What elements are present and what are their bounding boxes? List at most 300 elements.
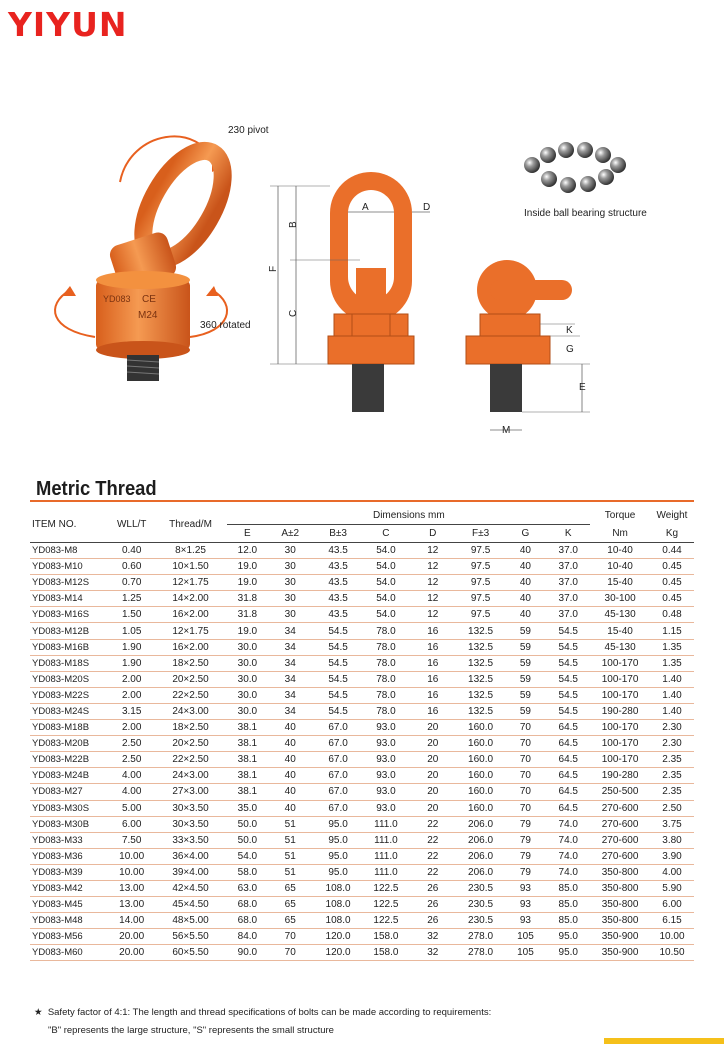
table-row [30, 671, 694, 687]
table-cell: 12 [409, 607, 457, 623]
table-cell: 26 [409, 913, 457, 929]
table-cell: 70 [505, 768, 547, 784]
table-cell: 206.0 [457, 832, 505, 848]
table-cell: 6.15 [650, 913, 694, 929]
table-cell: 30.0 [227, 671, 267, 687]
table-cell: 30 [267, 591, 313, 607]
table-cell: 78.0 [363, 639, 409, 655]
table-cell: 37.0 [546, 591, 590, 607]
table-cell: 26 [409, 897, 457, 913]
table-cell: 1.90 [110, 639, 154, 655]
table-cell: 40 [267, 800, 313, 816]
table-cell: 16 [409, 687, 457, 703]
table-cell: 40 [267, 736, 313, 752]
table-cell: 64.5 [546, 784, 590, 800]
header-dimensions: Dimensions mm [227, 507, 590, 525]
table-cell: 38.1 [227, 752, 267, 768]
table-cell: 70 [267, 929, 313, 945]
table-cell: 64.5 [546, 752, 590, 768]
table-cell: 3.15 [110, 703, 154, 719]
table-cell: 3.90 [650, 848, 694, 864]
table-cell: 67.0 [313, 752, 363, 768]
table-cell: 12×1.75 [154, 575, 228, 591]
table-cell: 34 [267, 623, 313, 639]
table-cell: 70 [267, 945, 313, 961]
table-cell: 85.0 [546, 913, 590, 929]
table-cell: 59 [505, 703, 547, 719]
table-cell: 4.00 [650, 864, 694, 880]
table-row [30, 720, 694, 736]
table-cell: YD083-M14 [30, 591, 110, 607]
table-cell: 43.5 [313, 607, 363, 623]
table-cell: 2.50 [110, 752, 154, 768]
table-cell: 230.5 [457, 880, 505, 896]
table-cell: 79 [505, 832, 547, 848]
table-cell: 54.5 [313, 703, 363, 719]
corner-accent [604, 1038, 724, 1044]
table-cell: 70 [505, 736, 547, 752]
side-view-drawing [466, 260, 590, 436]
table-cell: 85.0 [546, 880, 590, 896]
table-cell: 30 [267, 607, 313, 623]
table-cell: 40 [267, 784, 313, 800]
table-cell: 65 [267, 913, 313, 929]
table-cell: 6.00 [650, 897, 694, 913]
table-cell: YD083-M18B [30, 720, 110, 736]
table-cell: 18×2.50 [154, 720, 228, 736]
table-cell: 190-280 [590, 703, 650, 719]
table-cell: 79 [505, 864, 547, 880]
table-cell: 22 [409, 864, 457, 880]
table-cell: 10.00 [650, 929, 694, 945]
table-cell: 20 [409, 720, 457, 736]
product-diagram [0, 100, 724, 460]
table-cell: 58.0 [227, 864, 267, 880]
header-dim-g: G [505, 525, 547, 543]
table-cell: 54.5 [313, 623, 363, 639]
table-cell: 16 [409, 623, 457, 639]
table-cell: 158.0 [363, 945, 409, 961]
table-cell: 16×2.00 [154, 607, 228, 623]
table-cell: 70 [505, 720, 547, 736]
table-cell: 350-900 [590, 929, 650, 945]
table-cell: 270-600 [590, 848, 650, 864]
table-cell: 13.00 [110, 897, 154, 913]
table-cell: 95.0 [313, 864, 363, 880]
table-cell: 95.0 [546, 929, 590, 945]
table-cell: 40 [267, 720, 313, 736]
table-cell: YD083-M20S [30, 671, 110, 687]
table-cell: 67.0 [313, 800, 363, 816]
table-cell: 19.0 [227, 575, 267, 591]
table-cell: 12 [409, 559, 457, 575]
table-cell: 111.0 [363, 864, 409, 880]
table-cell: 2.00 [110, 687, 154, 703]
table-cell: 56×5.50 [154, 929, 228, 945]
table-cell: 278.0 [457, 929, 505, 945]
table-cell: 15-40 [590, 575, 650, 591]
table-cell: 38.1 [227, 720, 267, 736]
table-cell: 2.00 [110, 671, 154, 687]
table-cell: YD083-M48 [30, 913, 110, 929]
header-wll: WLL/T [110, 507, 154, 543]
table-cell: 160.0 [457, 800, 505, 816]
table-cell: 0.48 [650, 607, 694, 623]
table-cell: 30×3.50 [154, 800, 228, 816]
table-cell: 0.44 [650, 543, 694, 559]
table-row [30, 687, 694, 703]
table-cell: 1.50 [110, 607, 154, 623]
table-cell: 64.5 [546, 768, 590, 784]
table-cell: 78.0 [363, 687, 409, 703]
table-cell: 2.35 [650, 752, 694, 768]
table-cell: 5.00 [110, 800, 154, 816]
table-cell: 24×3.00 [154, 768, 228, 784]
table-cell: 34 [267, 703, 313, 719]
table-cell: 51 [267, 848, 313, 864]
table-cell: YD083-M10 [30, 559, 110, 575]
table-cell: 350-800 [590, 880, 650, 896]
header-thread: Thread/M [154, 507, 228, 543]
table-cell: 51 [267, 816, 313, 832]
table-cell: 16 [409, 671, 457, 687]
table-cell: 108.0 [313, 897, 363, 913]
table-cell: 97.5 [457, 607, 505, 623]
table-cell: 36×4.00 [154, 848, 228, 864]
table-cell: 51 [267, 864, 313, 880]
table-cell: 50.0 [227, 832, 267, 848]
table-cell: 34 [267, 671, 313, 687]
table-cell: 43.5 [313, 575, 363, 591]
table-cell: 54.5 [546, 639, 590, 655]
table-cell: 12 [409, 575, 457, 591]
table-cell: 54.0 [363, 543, 409, 559]
table-row [30, 559, 694, 575]
table-cell: 40 [267, 768, 313, 784]
table-cell: 32 [409, 929, 457, 945]
table-cell: 30.0 [227, 655, 267, 671]
table-cell: 12 [409, 591, 457, 607]
table-cell: 95.0 [313, 816, 363, 832]
table-cell: 6.00 [110, 816, 154, 832]
table-cell: 95.0 [313, 832, 363, 848]
table-cell: 33×3.50 [154, 832, 228, 848]
table-cell: 20 [409, 736, 457, 752]
table-row [30, 784, 694, 800]
table-cell: 93 [505, 880, 547, 896]
table-cell: 14.00 [110, 913, 154, 929]
header-weight-unit: Kg [650, 525, 694, 543]
table-cell: YD083-M36 [30, 848, 110, 864]
table-cell: 79 [505, 848, 547, 864]
table-cell: 43.5 [313, 543, 363, 559]
table-row [30, 768, 694, 784]
table-cell: 20 [409, 800, 457, 816]
table-cell: 68.0 [227, 913, 267, 929]
size-mark: M24 [138, 310, 158, 321]
table-cell: 37.0 [546, 543, 590, 559]
table-cell: 270-600 [590, 800, 650, 816]
table-cell: 350-800 [590, 913, 650, 929]
table-cell: 120.0 [313, 929, 363, 945]
table-cell: 30.0 [227, 639, 267, 655]
table-cell: 60×5.50 [154, 945, 228, 961]
table-cell: YD083-M24B [30, 768, 110, 784]
table-cell: YD083-M24S [30, 703, 110, 719]
table-cell: 54.5 [313, 687, 363, 703]
table-row [30, 575, 694, 591]
table-cell: 132.5 [457, 655, 505, 671]
table-cell: 18×2.50 [154, 655, 228, 671]
table-cell: 54.5 [546, 623, 590, 639]
table-cell: 20.00 [110, 945, 154, 961]
table-cell: 93.0 [363, 752, 409, 768]
table-cell: 78.0 [363, 623, 409, 639]
star-icon: ★ [34, 1007, 43, 1018]
table-row [30, 607, 694, 623]
table-cell: 10.50 [650, 945, 694, 961]
table-cell: 48×5.00 [154, 913, 228, 929]
table-cell: 93 [505, 897, 547, 913]
dim-label-d: D [423, 202, 431, 213]
table-cell: 22 [409, 816, 457, 832]
table-cell: 1.15 [650, 623, 694, 639]
table-cell: 20×2.50 [154, 736, 228, 752]
table-cell: 132.5 [457, 639, 505, 655]
table-cell: 50.0 [227, 816, 267, 832]
table-cell: 84.0 [227, 929, 267, 945]
dim-label-f: F [268, 265, 279, 272]
table-cell: 31.8 [227, 607, 267, 623]
table-cell: 22 [409, 848, 457, 864]
table-cell: 100-170 [590, 687, 650, 703]
table-cell: 1.40 [650, 671, 694, 687]
table-cell: 45×4.50 [154, 897, 228, 913]
table-cell: 93.0 [363, 736, 409, 752]
table-cell: 13.00 [110, 880, 154, 896]
table-cell: 0.45 [650, 591, 694, 607]
table-cell: 54.5 [313, 671, 363, 687]
table-cell: 54.0 [363, 607, 409, 623]
table-cell: 4.00 [110, 768, 154, 784]
table-cell: 24×3.00 [154, 703, 228, 719]
header-torque-unit: Nm [590, 525, 650, 543]
table-cell: 2.35 [650, 784, 694, 800]
header-item: ITEM NO. [30, 507, 110, 543]
table-cell: 10.00 [110, 848, 154, 864]
table-cell: YD083-M45 [30, 897, 110, 913]
table-row [30, 800, 694, 816]
table-cell: 70 [505, 800, 547, 816]
table-cell: YD083-M22B [30, 752, 110, 768]
table-row [30, 655, 694, 671]
pivot-callout: 230 pivot [228, 125, 269, 136]
front-view-drawing [268, 172, 430, 412]
table-cell: 158.0 [363, 929, 409, 945]
table-cell: 10×1.50 [154, 559, 228, 575]
table-cell: 54.5 [546, 655, 590, 671]
table-cell: 97.5 [457, 591, 505, 607]
table-cell: 1.35 [650, 655, 694, 671]
table-cell: 105 [505, 929, 547, 945]
table-cell: 67.0 [313, 720, 363, 736]
table-cell: 160.0 [457, 768, 505, 784]
table-cell: 132.5 [457, 687, 505, 703]
eyebolt-photo [55, 136, 239, 381]
dim-label-m: M [502, 425, 511, 436]
table-cell: 40 [267, 752, 313, 768]
table-row [30, 913, 694, 929]
table-cell: 59 [505, 671, 547, 687]
table-cell: 0.70 [110, 575, 154, 591]
table-cell: 2.50 [650, 800, 694, 816]
table-cell: 78.0 [363, 671, 409, 687]
table-cell: 1.25 [110, 591, 154, 607]
table-cell: 51 [267, 832, 313, 848]
table-cell: 132.5 [457, 703, 505, 719]
rotated-callout: 360 rotated [200, 320, 251, 331]
table-cell: 64.5 [546, 800, 590, 816]
table-cell: 22×2.50 [154, 687, 228, 703]
table-cell: 16 [409, 639, 457, 655]
table-cell: 1.40 [650, 687, 694, 703]
table-cell: 0.60 [110, 559, 154, 575]
table-cell: 93.0 [363, 800, 409, 816]
table-cell: 34 [267, 655, 313, 671]
table-cell: 16 [409, 703, 457, 719]
title-rule [30, 500, 694, 502]
table-cell: 43.5 [313, 591, 363, 607]
table-cell: 74.0 [546, 848, 590, 864]
table-cell: YD083-M27 [30, 784, 110, 800]
table-cell: 12.0 [227, 543, 267, 559]
table-cell: 105 [505, 945, 547, 961]
table-cell: 230.5 [457, 897, 505, 913]
safety-note-text: Safety factor of 4:1: The length and thread specifications of bolts can be made according to requirements: [47, 1007, 492, 1018]
table-cell: 93.0 [363, 720, 409, 736]
header-dim-c: C [363, 525, 409, 543]
table-cell: 160.0 [457, 752, 505, 768]
table-cell: 10.00 [110, 864, 154, 880]
table-row [30, 864, 694, 880]
table-cell: 59 [505, 655, 547, 671]
table-cell: 54.5 [546, 703, 590, 719]
model-mark: YD083 [103, 294, 131, 304]
table-cell: YD083-M22S [30, 687, 110, 703]
table-cell: 160.0 [457, 736, 505, 752]
table-cell: 97.5 [457, 559, 505, 575]
table-cell: 7.50 [110, 832, 154, 848]
header-dim-d: D [409, 525, 457, 543]
table-cell: 70 [505, 784, 547, 800]
table-cell: 35.0 [227, 800, 267, 816]
table-cell: 22 [409, 832, 457, 848]
table-cell: 5.90 [650, 880, 694, 896]
table-cell: YD083-M30S [30, 800, 110, 816]
table-cell: 20 [409, 752, 457, 768]
table-cell: 30.0 [227, 687, 267, 703]
dim-label-a: A [362, 202, 369, 213]
table-cell: 93.0 [363, 768, 409, 784]
header-torque: Torque [604, 510, 636, 522]
table-cell: 2.35 [650, 768, 694, 784]
table-cell: 34 [267, 687, 313, 703]
table-cell: 20 [409, 768, 457, 784]
table-cell: 37.0 [546, 607, 590, 623]
table-cell: 97.5 [457, 543, 505, 559]
table-cell: 54.0 [227, 848, 267, 864]
header-dim-a: A±2 [267, 525, 313, 543]
table-cell: 54.5 [546, 687, 590, 703]
table-cell: 0.45 [650, 559, 694, 575]
table-cell: 59 [505, 639, 547, 655]
table-cell: 2.30 [650, 736, 694, 752]
table-cell: 1.35 [650, 639, 694, 655]
table-cell: 22×2.50 [154, 752, 228, 768]
table-cell: 2.00 [110, 720, 154, 736]
table-cell: 30 [267, 559, 313, 575]
table-cell: 16 [409, 655, 457, 671]
table-cell: 32 [409, 945, 457, 961]
brand-logo: YIYUN [8, 5, 128, 44]
table-cell: 1.05 [110, 623, 154, 639]
dim-label-k: K [566, 325, 573, 336]
table-cell: YD083-M60 [30, 945, 110, 961]
table-cell: 30.0 [227, 703, 267, 719]
table-cell: 74.0 [546, 816, 590, 832]
dim-label-b: B [288, 221, 299, 228]
table-cell: 108.0 [313, 913, 363, 929]
table-cell: 20×2.50 [154, 671, 228, 687]
table-cell: 8×1.25 [154, 543, 228, 559]
table-cell: 2.30 [650, 720, 694, 736]
table-cell: 78.0 [363, 703, 409, 719]
table-cell: 65 [267, 880, 313, 896]
table-cell: 16×2.00 [154, 639, 228, 655]
table-cell: 122.5 [363, 897, 409, 913]
dim-label-c: C [288, 309, 299, 317]
table-cell: 63.0 [227, 880, 267, 896]
table-cell: 206.0 [457, 864, 505, 880]
ball-bearing-image [524, 142, 626, 193]
table-cell: 132.5 [457, 623, 505, 639]
table-cell: YD083-M42 [30, 880, 110, 896]
table-cell: 43.5 [313, 559, 363, 575]
table-cell: 68.0 [227, 897, 267, 913]
table-row [30, 703, 694, 719]
table-cell: 4.00 [110, 784, 154, 800]
table-cell: 10-40 [590, 543, 650, 559]
table-cell: 40 [505, 591, 547, 607]
table-cell: 45-130 [590, 639, 650, 655]
table-cell: 3.75 [650, 816, 694, 832]
structure-note: "B" represents the large structure, "S" represents the small structure [48, 1025, 334, 1036]
table-cell: 10-40 [590, 559, 650, 575]
table-cell: 54.0 [363, 591, 409, 607]
table-cell: 34 [267, 639, 313, 655]
table-cell: 40 [505, 575, 547, 591]
table-cell: YD083-M39 [30, 864, 110, 880]
table-cell: YD083-M30B [30, 816, 110, 832]
table-cell: 122.5 [363, 913, 409, 929]
table-cell: 79 [505, 816, 547, 832]
table-cell: 39×4.00 [154, 864, 228, 880]
table-cell: YD083-M12S [30, 575, 110, 591]
table-cell: 20 [409, 784, 457, 800]
table-cell: 108.0 [313, 880, 363, 896]
table-cell: 350-800 [590, 897, 650, 913]
table-cell: 30 [267, 543, 313, 559]
